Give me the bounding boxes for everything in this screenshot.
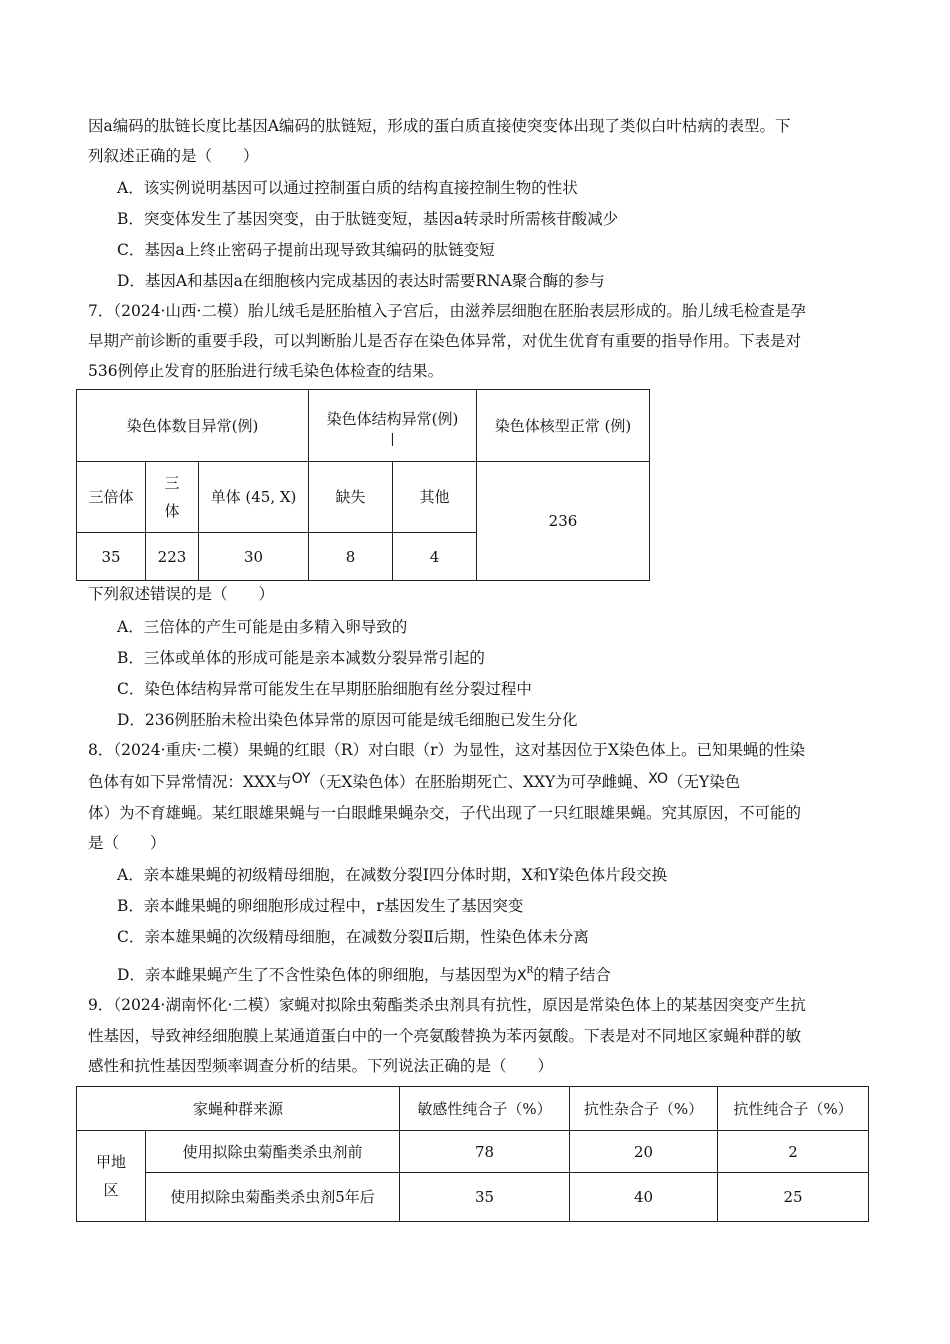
q6-option-a: A．该实例说明基因可以通过控制蛋白质的结构直接控制生物的性状 <box>117 179 578 197</box>
q8-line-4: 是（ ） <box>88 834 166 852</box>
header-karyotype-normal: 染色体核型正常 (例) <box>477 390 650 462</box>
q6-option-c: C．基因a上终止密码子提前出现导致其编码的肽链变短 <box>117 241 495 259</box>
q9-line-2: 性基因，导致神经细胞膜上某通道蛋白中的一个亮氨酸替换为苯丙氨酸。下表是对不同地区家蝇种群的敏 <box>88 1027 802 1045</box>
sub-deletion: 缺失 <box>309 462 393 533</box>
row-label-before: 使用拟除虫菊酯类杀虫剂前 <box>146 1131 400 1173</box>
sub-trisomy <box>146 462 199 533</box>
q8-line-2-part-e: （无Y染色 <box>667 773 741 791</box>
header-structure-abnormal <box>309 390 477 462</box>
q7-chromosome-table <box>76 389 650 581</box>
row-before-heterozygote: 20 <box>570 1131 718 1173</box>
q7-option-a: A．三倍体的产生可能是由多精入卵导致的 <box>117 618 408 636</box>
row-after-sensitive: 35 <box>400 1173 570 1222</box>
q8-karyotype-oy: OY <box>291 771 311 787</box>
value-trisomy: 223 <box>146 533 199 581</box>
intro-line-1: 因a编码的肽链长度比基因A编码的肽链短，形成的蛋白质直接使突变体出现了类似白叶枯病的表型。下 <box>88 117 791 135</box>
q7-option-c: C．染色体结构异常可能发生在早期胚胎细胞有丝分裂过程中 <box>117 680 532 698</box>
row-before-sensitive: 78 <box>400 1131 570 1173</box>
normal-count: 236 <box>477 462 650 581</box>
q8-line-1: 8．（2024·重庆·二模）果蝇的红眼（R）对白眼（r）为显性，这对基因位于X染色体上。已知果蝇的性染 <box>88 741 806 759</box>
q8-line-3: 体）为不育雄蝇。某红眼雄果蝇与一白眼雌果蝇杂交，子代出现了一只红眼雄果蝇。究其原因，不可能的 <box>88 804 802 822</box>
q8-karyotype-xo: XO <box>648 771 668 787</box>
q8-option-b: B．亲本雌果蝇的卵细胞形成过程中，r基因发生了基因突变 <box>117 897 524 915</box>
header-population-source: 家蝇种群来源 <box>77 1087 400 1131</box>
header-resistant-heterozygote: 抗性杂合子（%） <box>570 1087 718 1131</box>
sub-trisomy-char-1: 三 <box>164 474 180 492</box>
q8-line-2-part-a: 色体有如下异常情况：XXX与 <box>88 773 292 791</box>
header-structure-abnormal-label: 染色体结构异常(例) <box>326 409 459 428</box>
q9-line-3: 感性和抗性基因型频率调查分析的结果。下列说法正确的是（ ） <box>88 1057 554 1075</box>
q8-genotype-r: R <box>526 966 534 976</box>
value-monosomy: 30 <box>199 533 309 581</box>
q7-line-2: 早期产前诊断的重要手段，可以判断胎儿是否存在染色体异常，对优生优育有重要的指导作用。下表是对 <box>88 332 802 350</box>
intro-line-2: 列叙述正确的是（ ） <box>88 147 259 165</box>
header-number-abnormal: 染色体数目异常(例) <box>77 390 309 462</box>
q7-option-b: B．三体或单体的形成可能是亲本减数分裂异常引起的 <box>117 649 485 667</box>
region-cell <box>77 1131 146 1222</box>
header-structure-mark: | <box>390 431 395 447</box>
q8-genotype-x: X <box>516 968 527 984</box>
q9-line-1: 9．（2024·湖南怀化·二模）家蝇对拟除虫菊酯类杀虫剂具有抗性，原因是常染色体上的某基因突变产生抗 <box>88 996 806 1014</box>
row-after-homozygote: 25 <box>718 1173 869 1222</box>
q8-option-d-text-a: D．亲本雌果蝇产生了不含性染色体的卵细胞，与基因型为 <box>117 966 517 984</box>
value-other: 4 <box>393 533 477 581</box>
q7-option-d: D．236例胚胎未检出染色体异常的原因可能是绒毛细胞已发生分化 <box>117 711 578 729</box>
sub-other: 其他 <box>393 462 477 533</box>
sub-monosomy: 单体 (45, X) <box>199 462 309 533</box>
sub-trisomy-char-2: 体 <box>164 502 180 520</box>
q7-line-1: 7．（2024·山西·二模）胎儿绒毛是胚胎植入子宫后，由滋养层细胞在胚胎表层形成的。胎儿绒毛检查是孕 <box>88 302 806 320</box>
q8-option-d-text-b: 的精子结合 <box>533 966 611 984</box>
q9-housefly-table <box>76 1086 869 1222</box>
region-label-1: 甲地 <box>95 1153 126 1171</box>
row-before-homozygote: 2 <box>718 1131 869 1173</box>
q8-option-c: C．亲本雄果蝇的次级精母细胞，在减数分裂Ⅱ后期，性染色体未分离 <box>117 928 589 946</box>
region-label-2: 区 <box>103 1181 119 1199</box>
q8-option-a: A．亲本雄果蝇的初级精母细胞，在减数分裂Ⅰ四分体时期，X和Y染色体片段交换 <box>117 866 668 884</box>
value-deletion: 8 <box>309 533 393 581</box>
q6-option-d: D．基因A和基因a在细胞核内完成基因的表达时需要RNA聚合酶的参与 <box>117 272 605 290</box>
q8-line-2 <box>88 767 868 798</box>
value-triploid: 35 <box>77 533 146 581</box>
q6-option-b: B．突变体发生了基因突变，由于肽链变短，基因a转录时所需核苷酸减少 <box>117 210 619 228</box>
header-sensitive-homozygote: 敏感性纯合子（%） <box>400 1087 570 1131</box>
q8-option-d <box>117 956 877 991</box>
q7-line-3: 536例停止发育的胚胎进行绒毛染色体检查的结果。 <box>88 362 444 380</box>
row-after-heterozygote: 40 <box>570 1173 718 1222</box>
q7-stem: 下列叙述错误的是（ ） <box>88 585 275 603</box>
header-resistant-homozygote: 抗性纯合子（%） <box>718 1087 869 1131</box>
sub-triploid: 三倍体 <box>77 462 146 533</box>
row-label-after: 使用拟除虫菊酯类杀虫剂5年后 <box>146 1173 400 1222</box>
q8-line-2-part-c: （无X染色体）在胚胎期死亡、XXY为可孕雌蝇、 <box>310 773 649 791</box>
